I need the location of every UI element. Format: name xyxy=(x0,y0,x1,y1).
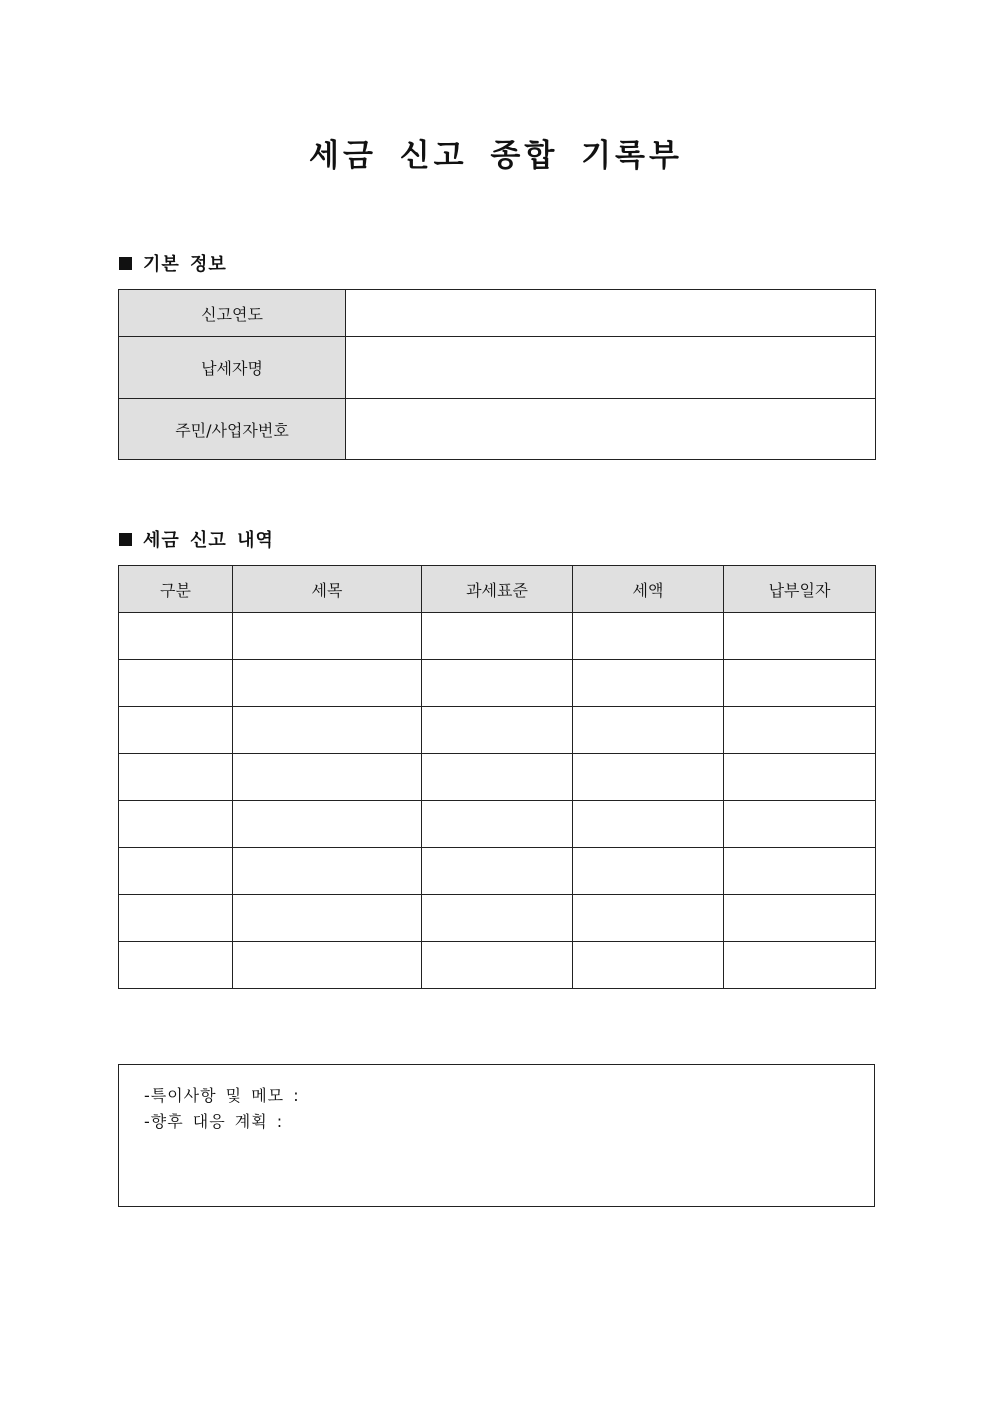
table-cell[interactable] xyxy=(119,801,233,848)
table-row xyxy=(119,613,876,660)
column-header-payment-date: 납부일자 xyxy=(724,566,876,613)
table-cell[interactable] xyxy=(119,895,233,942)
table-cell[interactable] xyxy=(724,801,876,848)
memo-box[interactable] xyxy=(118,1064,875,1207)
table-cell[interactable] xyxy=(422,895,573,942)
column-header-tax-item: 세목 xyxy=(233,566,422,613)
column-header-tax-amount: 세액 xyxy=(573,566,724,613)
table-cell[interactable] xyxy=(119,754,233,801)
table-row xyxy=(119,801,876,848)
table-cell[interactable] xyxy=(724,848,876,895)
table-cell[interactable] xyxy=(422,801,573,848)
tax-report-heading-text: 세금 신고 내역 xyxy=(143,530,274,551)
basic-info-heading xyxy=(119,253,227,277)
label-taxpayer-name: 납세자명 xyxy=(119,337,346,399)
table-row xyxy=(119,848,876,895)
table-row xyxy=(119,754,876,801)
table-cell[interactable] xyxy=(233,942,422,989)
tax-report-table xyxy=(118,565,876,989)
table-cell[interactable] xyxy=(233,707,422,754)
memo-notes-line: -특이사항 및 메모 : xyxy=(144,1086,300,1105)
table-cell[interactable] xyxy=(724,942,876,989)
table-row xyxy=(119,660,876,707)
table-cell[interactable] xyxy=(422,754,573,801)
table-cell[interactable] xyxy=(724,754,876,801)
table-cell[interactable] xyxy=(573,942,724,989)
table-cell[interactable] xyxy=(233,801,422,848)
table-cell[interactable] xyxy=(724,707,876,754)
basic-info-table xyxy=(118,289,876,460)
table-cell[interactable] xyxy=(573,707,724,754)
table-row xyxy=(119,942,876,989)
table-cell[interactable] xyxy=(119,660,233,707)
value-filing-year[interactable] xyxy=(346,290,876,337)
square-bullet-icon xyxy=(119,533,132,546)
table-row xyxy=(119,337,876,399)
column-header-category: 구분 xyxy=(119,566,233,613)
square-bullet-icon xyxy=(119,257,132,270)
table-cell[interactable] xyxy=(422,707,573,754)
table-header-row xyxy=(119,566,876,613)
table-cell[interactable] xyxy=(233,895,422,942)
table-cell[interactable] xyxy=(233,848,422,895)
table-row xyxy=(119,707,876,754)
table-cell[interactable] xyxy=(422,848,573,895)
table-row xyxy=(119,895,876,942)
table-cell[interactable] xyxy=(119,942,233,989)
value-taxpayer-name[interactable] xyxy=(346,337,876,399)
table-cell[interactable] xyxy=(422,660,573,707)
table-row xyxy=(119,399,876,460)
table-cell[interactable] xyxy=(233,613,422,660)
table-cell[interactable] xyxy=(119,707,233,754)
table-cell[interactable] xyxy=(422,613,573,660)
table-cell[interactable] xyxy=(573,660,724,707)
label-filing-year: 신고연도 xyxy=(119,290,346,337)
table-cell[interactable] xyxy=(119,848,233,895)
table-cell[interactable] xyxy=(573,613,724,660)
table-cell[interactable] xyxy=(724,613,876,660)
table-cell[interactable] xyxy=(573,848,724,895)
value-id-number[interactable] xyxy=(346,399,876,460)
column-header-tax-base: 과세표준 xyxy=(422,566,573,613)
table-cell[interactable] xyxy=(119,613,233,660)
table-cell[interactable] xyxy=(724,660,876,707)
label-id-number: 주민/사업자번호 xyxy=(119,399,346,460)
memo-plan-line: -향후 대응 계획 : xyxy=(144,1112,284,1131)
table-row xyxy=(119,290,876,337)
table-cell[interactable] xyxy=(724,895,876,942)
table-cell[interactable] xyxy=(233,660,422,707)
table-cell[interactable] xyxy=(573,801,724,848)
table-cell[interactable] xyxy=(573,754,724,801)
table-cell[interactable] xyxy=(573,895,724,942)
table-cell[interactable] xyxy=(233,754,422,801)
table-cell[interactable] xyxy=(422,942,573,989)
tax-report-heading xyxy=(119,529,274,553)
basic-info-heading-text: 기본 정보 xyxy=(143,254,227,275)
document-title: 세금 신고 종합 기록부 xyxy=(309,138,683,174)
